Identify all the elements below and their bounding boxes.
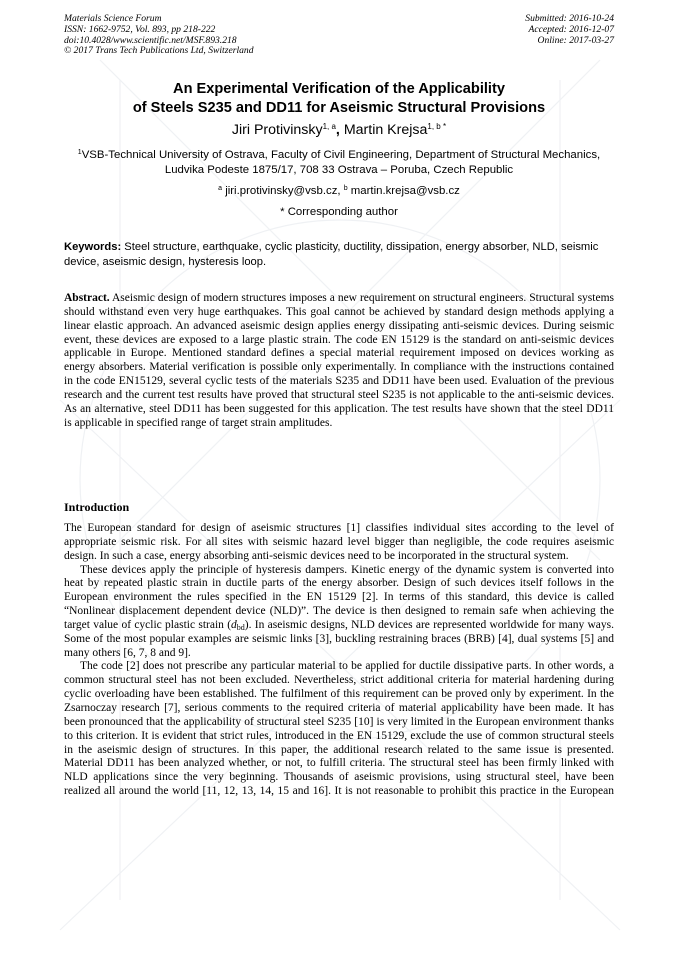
affiliation-mark: 1 [77,149,82,156]
author-separator: , [335,122,340,138]
introduction-body [64,522,614,799]
corresponding-author-note: * Corresponding author [280,206,398,218]
intro-paragraph-1: The European standard for design of aseismic structures [1] classifies individual sites according to the level of appropriate seismic risk. For all sites with seismic hazard level bigger than negligible, the code requires aseismic design. In such a case, energy absorbing anti-seismic devices need to be incorporated in the structural system. [64,522,614,562]
email-a-mark: a [218,185,223,192]
strain-symbol-subscript: bd [236,622,245,632]
issn: ISSN: 1662-9752, Vol. 893, pp 218-222 [64,23,216,35]
keywords-text: Steel structure, earthquake, cyclic plasticity, ductility, dissipation, energy absorber, NLD, seismic device, aseismic design, hysteresis loop. [64,241,599,268]
journal-info [64,14,254,57]
journal-name: Materials Science Forum [64,13,162,24]
email-b: martin.krejsa@vsb.cz [347,185,460,197]
intro-paragraph-2 [64,564,614,661]
submitted-date: Submitted: 2016-10-24 [525,13,614,24]
strain-symbol: d [231,618,237,631]
title-line-1: An Experimental Verification of the Applicability [173,81,505,97]
email-a: jiri.protivinsky@vsb.cz, [222,185,344,197]
title-line-2: of Steels S235 and DD11 for Aseismic Structural Provisions [132,99,546,116]
author-1-affil: 1, a [322,122,336,131]
email-b-mark: b [343,185,348,192]
doi: doi:10.4028/www.scientific.net/MSF.893.218 [64,34,237,46]
author-1: Jiri Protivinsky [231,122,323,138]
author-2: Martin Krejsa [343,122,428,138]
author-2-affil: 1, b * [427,122,447,131]
introduction-heading: Introduction [64,500,130,514]
keywords [64,240,614,269]
abstract-label: Abstract. [64,292,110,304]
affiliation-text: VSB-Technical University of Ostrava, Faculty of Civil Engineering, Department of Structural Mechanics, Ludvika Podeste 1875/17, 708 33 Ostrava – Poruba, Czech Republic [81,149,601,176]
paper-title [40,80,638,117]
abstract [64,292,614,430]
accepted-date: Accepted: 2016-12-07 [528,23,614,35]
author-list [40,121,638,139]
author-emails [64,184,614,199]
intro-paragraph-3: The code [2] does not prescribe any particular material to be applied for ductile dissipative parts. In other words, a common structural steel has not been excluded. Nevertheless, strict additional criteria for material hardening during cyclic overloading have been established. The fulfilment of this requirement can be proved only by experiment. In the Zsarnoczay research [7], serious comments to the required criteria of material applicability have been made. It has been pronounced that the applicability of structural steel S235 [10] is very limited in the European environment thanks to this criterion. It is evident that strict rules, introduced in the EN 15129, exclude the use of common structural steels in the aseismic design of structures. In this paper, the additional research related to the same issue is presented. Material DD11 has been analyzed whether, or not, to fulfill criteria. The structural steel has been firmly linked with NLD applications since the very beginning. Thousands of aseismic provisions, using structural steel, have been realized all around the world [11, 12, 13, 14, 15 and 16]. It is not reasonable to prohibit this practice in the European [64,660,614,798]
affiliation [64,148,614,178]
keywords-label: Keywords: [64,241,122,253]
copyright: © 2017 Trans Tech Publications Ltd, Switzerland [64,45,254,57]
intro-paragraph-2-end: ). In aseismic designs, NLD devices are represented worldwide for many ways. Some of the most popular examples are seismic links [3], buckling restraining braces (BRB) [4], dual systems [5] and many others [6, 7, 8 and 9]. [64,618,614,659]
online-date: Online: 2017-03-27 [537,34,614,46]
publication-dates [525,14,614,46]
abstract-text: Aseismic design of modern structures imposes a new requirement on structural engineers. Structural systems should withstand even very huge earthquakes. This goal cannot be achieved by standard design methods applying a linear elastic approach. An advanced aseismic design applies energy dissipating anti-seismic devices. During seismic event, these devices are exposed to a large plastic strain. The code EN 15129 is the standard on anti-seismic devices applicable in Europe. Mentioned standard defines a special material requirement imposed on devices working as energy absorbers. Material verification is possible only experimentally. In compliance with the instructions contained in the code EN15129, several cyclic tests of the materials S235 and DD11 have been used. Evaluation of the previous research and the current test results have proved that structural steel S235 is not applicable to the anti-seismic devices. As an alternative, steel DD11 has been suggested for this application. The test results have shown that the steel DD11 is applicable in specified range of target strain amplitudes. [64,292,614,429]
intro-paragraph-2-start: These devices apply the principle of hysteresis dampers. Kinetic energy of the dynamic system is converted into heat by repeated plastic strain in ductile parts of the energy absorber. Design of such devices itself follows in the European environment the rules specified in the EN 15129 [2]. In terms of this standard, this device is called “Nonlinear displacement dependent device (NLD)”. The device is then designed to remain safe when achieving the target value of cyclic plastic strain ( [64,563,614,631]
